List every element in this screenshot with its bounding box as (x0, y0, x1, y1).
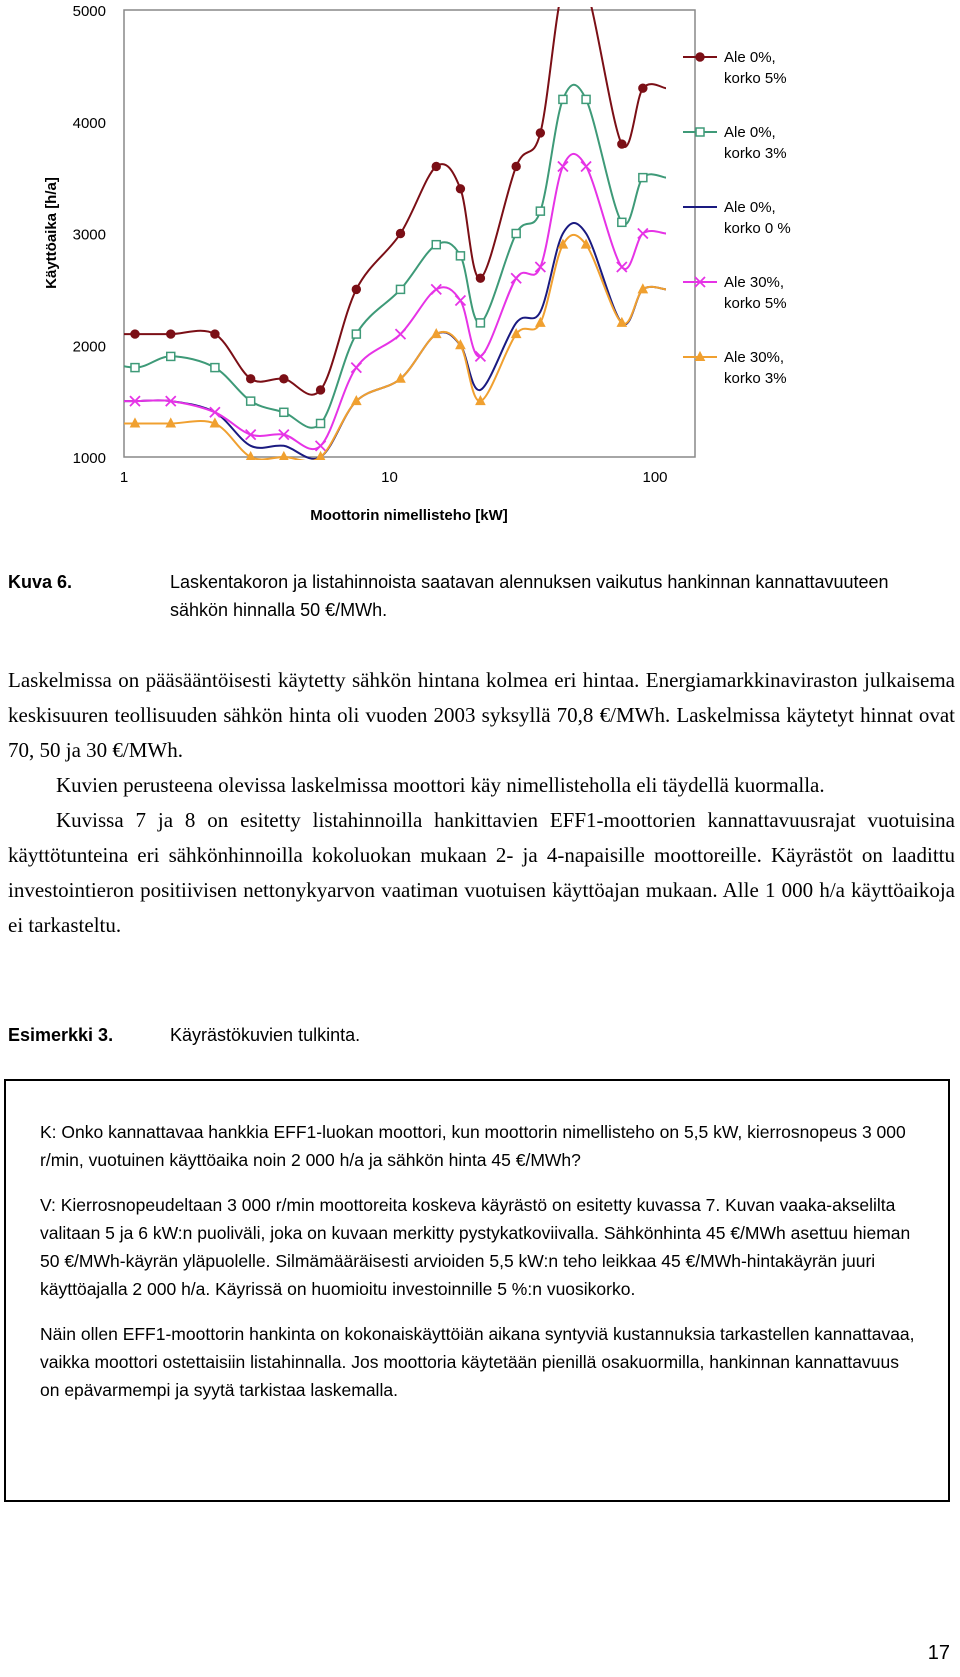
data-point (581, 161, 591, 171)
data-point (535, 262, 545, 272)
data-point (455, 296, 465, 306)
y-tick-label: 2000 (72, 338, 106, 356)
data-point (536, 129, 544, 137)
page-number: 17 (927, 1642, 950, 1664)
data-point (395, 329, 405, 339)
data-point (317, 419, 325, 427)
data-point (558, 161, 568, 171)
data-point (352, 285, 360, 293)
data-point (512, 162, 520, 170)
chart (0, 0, 960, 530)
legend-label: Ale 0%, korko 3% (724, 124, 787, 162)
legend-marker (696, 128, 704, 136)
data-point (617, 262, 627, 272)
y-tick-label: 4000 (72, 114, 106, 132)
series-line (91, 85, 666, 428)
paragraph-3: Kuvissa 7 ja 8 on esitetty listahinnoilla hankittavien EFF1-moottorien kannattavuusrajat vuotuisina käyttötunteina eri sähkönhinnoilla kokoluokan mukaan 2- ja 4-napaisille moottoreille. Käyrästöt on laadittu investointieron positiivisen nettonykyarvon vaatiman vuotuisen käyttöajan mukaan. Alle 1 000 h/a käyttöaikoja ei tarkasteltu. (8, 808, 955, 937)
x-tick-label: 100 (642, 469, 668, 486)
data-point (280, 375, 288, 383)
data-point (131, 330, 139, 338)
series-line (91, 0, 666, 395)
paragraph-2: Kuvien perusteena olevissa laskelmissa moottori käy nimellisteholla eli täydellä kuormalla. (56, 773, 825, 797)
data-point (396, 229, 404, 237)
data-point (211, 364, 219, 372)
x-tick-label: 1 (119, 469, 129, 486)
data-point (582, 95, 590, 103)
legend-item (683, 49, 787, 87)
data-point (431, 284, 441, 294)
data-point (476, 319, 484, 327)
x-axis-label: Moottorin nimellisteho [kW] (310, 507, 508, 524)
data-point (476, 274, 484, 282)
paragraph-1: Laskelmissa on pääsääntöisesti käytetty sähkön hintana kolmea eri hintaa. Energiamarkkinaviraston julkaisema keskisuuren teollisuuden sähkön hinta oli vuoden 2003 syksyllä 70,8 €/MWh. Laskelmissa käytetyt hinnat ovat 70, 50 ja 30 €/MWh. (8, 668, 955, 762)
series-2 (91, 85, 666, 428)
data-point (280, 408, 288, 416)
legend-label: Ale 0%, korko 0 % (724, 199, 791, 237)
x-tick-label: 10 (381, 469, 398, 486)
data-point (639, 174, 647, 182)
series-1 (91, 0, 666, 395)
data-point (396, 285, 404, 293)
caption-label: Kuva 6. (8, 572, 73, 592)
data-point (456, 185, 464, 193)
data-point (639, 84, 647, 92)
data-point (351, 363, 361, 373)
legend-label: Ale 30%, korko 3% (724, 349, 787, 387)
series-line (91, 154, 666, 449)
data-point (512, 230, 520, 238)
data-point (246, 375, 254, 383)
data-point (432, 162, 440, 170)
data-point (638, 229, 648, 239)
data-point (559, 95, 567, 103)
data-point (456, 252, 464, 260)
data-point (511, 273, 521, 283)
y-axis-label: Käyttöaika [h/a] (43, 177, 60, 289)
legend-item (683, 199, 791, 237)
data-point (316, 441, 326, 451)
legend-label: Ale 0%, korko 5% (724, 49, 787, 87)
legend-label: Ale 30%, korko 5% (724, 274, 787, 312)
example-question: K: Onko kannattavaa hankkia EFF1-luokan moottori, kun moottorin nimellisteho on 5,5 kW, kierrosnopeus 3 000 r/min, vuotuinen käyttöaika noin 2 000 h/a ja sähkön hinta 45 €/MWh? (40, 1122, 906, 1170)
example-answer: V: Kierrosnopeudeltaan 3 000 r/min moottoreita koskeva käyrästö on esitetty kuvassa 7. Kuvan vaaka-akselilta valitaan 5 ja 6 kW:n puoliväli, joka on kuvaan merkitty pystykatkoviivalla. Sähkönhinta 45 €/MWh asettuu hieman 50 €/MWh-käyrän yläpuolelle. Silmämääräisesti arvioiden 5,5 kW:n teho leikkaa 45 €/MWh-hintakäyrän juuri käyttöajalla 2 000 h/a. Käyrissä on huomioitu investoinnille 5 %:n vuosikorko. (40, 1195, 911, 1299)
data-point (131, 364, 139, 372)
data-point (210, 407, 220, 417)
example-box (4, 1079, 950, 1502)
data-point (352, 330, 360, 338)
caption-text: Laskentakoron ja listahinnoista saatavan alennuksen vaikutus hankinnan kannattavuuteen sähkön hinnalla 50 €/MWh. (170, 572, 889, 620)
legend-item (683, 349, 787, 387)
legend-item (683, 124, 787, 162)
y-tick-label: 3000 (72, 226, 106, 244)
series-4 (91, 154, 666, 451)
data-point (167, 330, 175, 338)
data-point (432, 241, 440, 249)
legend (683, 49, 791, 387)
data-point (618, 140, 626, 148)
body-text (8, 663, 955, 943)
data-point (536, 318, 545, 327)
data-point (211, 330, 219, 338)
data-point (536, 207, 544, 215)
data-point (618, 218, 626, 226)
data-point (316, 386, 324, 394)
y-tick-label: 5000 (72, 3, 106, 20)
y-tick-label: 1000 (72, 450, 106, 467)
example-title: Käyrästökuvien tulkinta. (170, 1025, 361, 1045)
legend-marker (696, 53, 704, 61)
example-conclusion: Näin ollen EFF1-moottorin hankinta on kokonaiskäyttöiän aikana syntyviä kustannuksia tarkastellen kannattavaa, vaikka moottori ostettaisiin listahinnalla. Jos moottoria käytetään pienillä osakuormilla, hankinnan kannattavuus on epävarmempi ja syytä tarkistaa laskemalla. (40, 1324, 915, 1400)
data-point (247, 397, 255, 405)
example-label: Esimerkki 3. (8, 1025, 114, 1045)
data-point (167, 352, 175, 360)
legend-item (683, 274, 787, 312)
